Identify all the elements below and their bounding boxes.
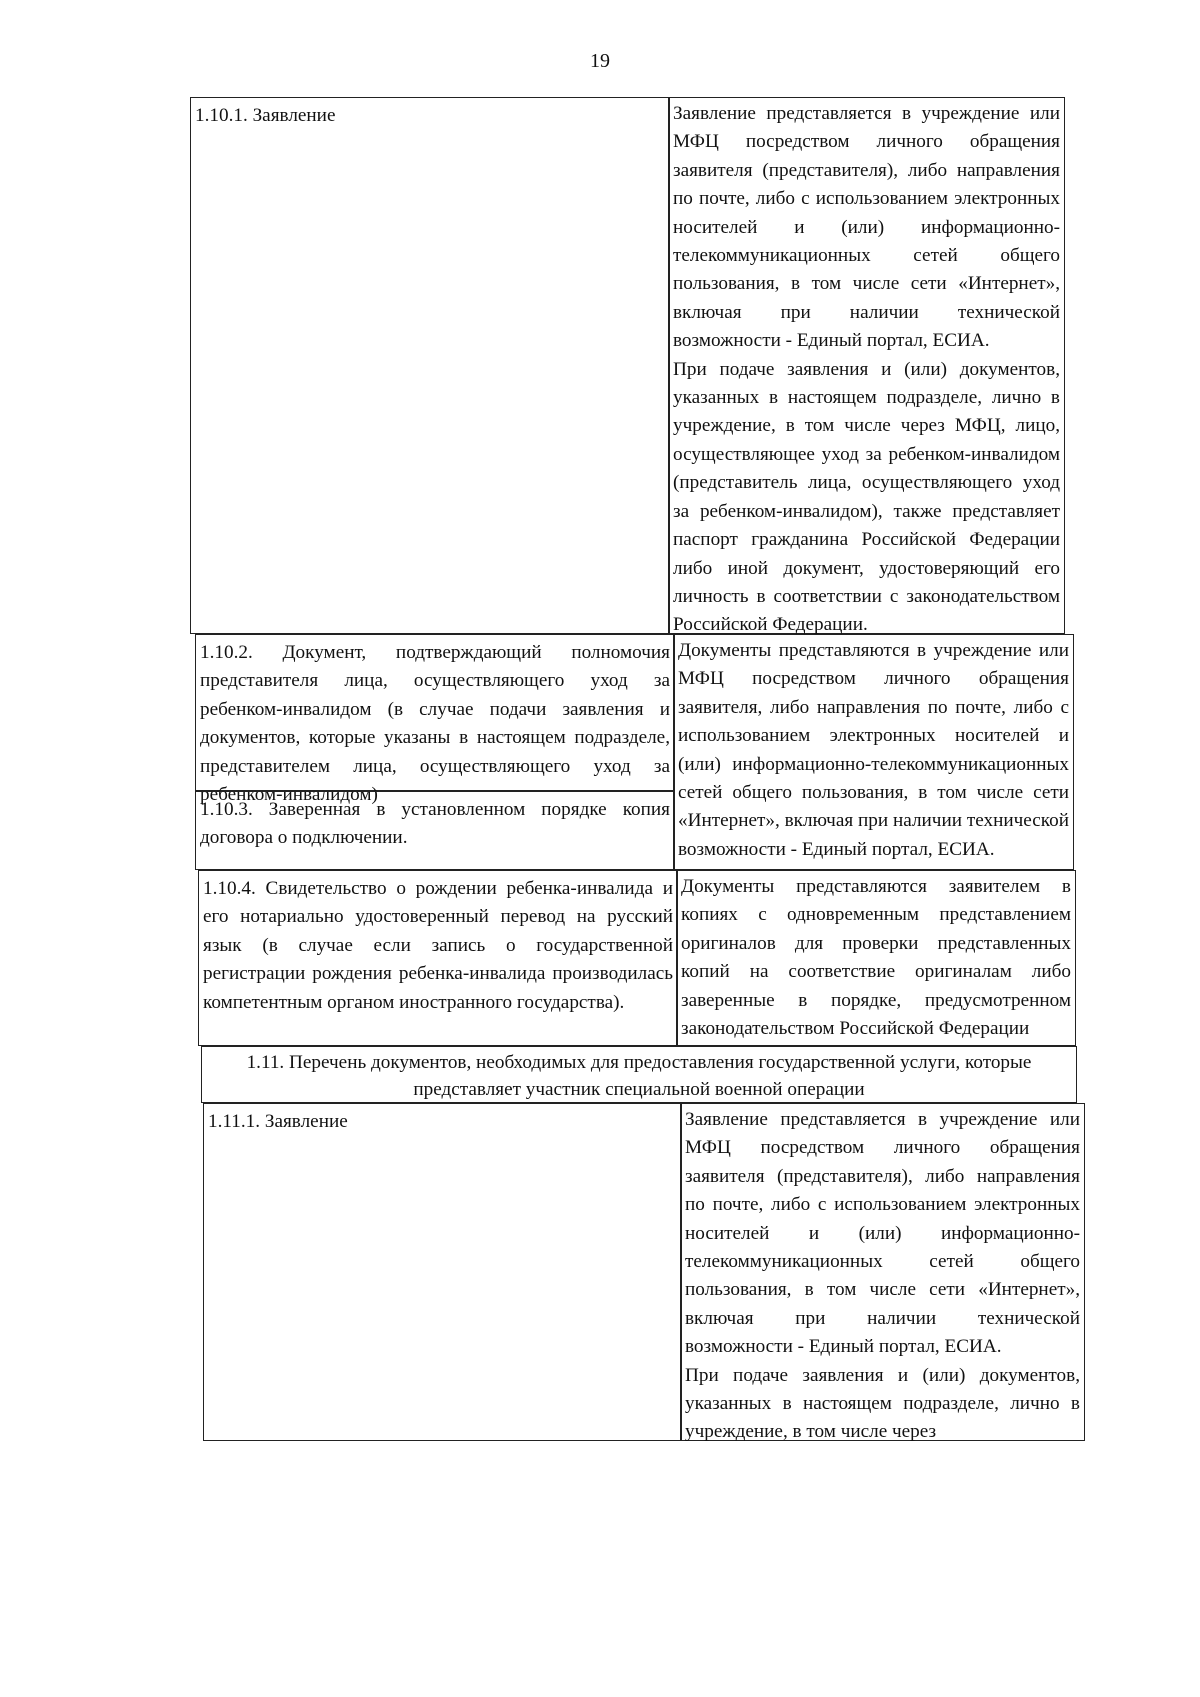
cell-1-10-1-submission — [668, 97, 1065, 634]
cell-1-10-1-document — [190, 97, 670, 634]
submission-text: При подаче заявления и (или) документов, указанных в настоящем подразделе, лично в учреждение, в том числе через — [685, 1364, 1080, 1443]
document-name: 1.10.2. Документ, подтверждающий полномочия представителя лица, осуществляющего уход за ребенком-инвалидом (в случае подачи заявления и документов, которые указаны в настоящем подразделе, представителем лица, осуществляющего уход за ребенком-инвалидом) — [200, 642, 670, 806]
submission-text: Заявление представляется в учреждение или МФЦ посредством личного обращения заявителя (представителя), либо направления по почте, либо с использованием электронных носителей и (или) информационно-телекоммуникационных сетей общего пользования, в том числе сети «Интернет», включая при наличии технической возможности - Единый портал, ЕСИА. — [673, 103, 1060, 352]
cell-1-10-4-document — [198, 870, 678, 1046]
cell-1-11-1-document — [203, 1103, 682, 1441]
section-heading-text: 1.11. Перечень документов, необходимых для предоставления государственной услуги, которые представляет участник специальной военной операции — [246, 1052, 1032, 1100]
document-name: 1.10.1. Заявление — [195, 105, 336, 126]
document-name: 1.11.1. Заявление — [208, 1111, 348, 1132]
submission-text: Документы представляются в учреждение или МФЦ посредством личного обращения заявителя, либо направления по почте, либо с использованием электронных носителей и (или) информационно-телекоммуникационных сетей общего пользования, в том числе сети «Интернет», включая при наличии технической возможности - Единый портал, ЕСИА. — [678, 640, 1069, 860]
cell-1-10-2-document — [195, 634, 675, 806]
submission-text: Заявление представляется в учреждение или МФЦ посредством личного обращения заявителя (представителя), либо направления по почте, либо с использованием электронных носителей и (или) информационно-телекоммуникационных сетей общего пользования, в том числе сети «Интернет», включая при наличии технической возможности - Единый портал, ЕСИА. — [685, 1109, 1080, 1358]
document-name: 1.10.3. Заверенная в установленном порядке копия договора о подключении. — [200, 799, 670, 849]
section-1-11-heading — [201, 1046, 1077, 1103]
submission-text: При подаче заявления и (или) документов, указанных в настоящем подразделе, лично в учреждение, в том числе через МФЦ, лицо, осуществляющее уход за ребенком-инвалидом (представитель лица, осуществляющего уход за ребенком-инвалидом), также представляет паспорт гражданина Российской Федерации либо иной документ, удостоверяющий его личность в соответствии с законодательством Российской Федерации. — [673, 358, 1060, 636]
cell-1-11-1-submission — [680, 1103, 1085, 1441]
submission-text: Документы представляются заявителем в копиях с одновременным представлением оригиналов для проверки представленных копий на соответствие оригиналам либо заверенные в порядке, предусмотренном законодательством Российской Федерации — [681, 876, 1071, 1040]
cell-1-10-4-submission — [676, 870, 1076, 1046]
cell-1-10-2-3-submission — [673, 634, 1074, 870]
document-name: 1.10.4. Свидетельство о рождении ребенка-инвалида и его нотариально удостоверенный перевод на русский язык (в случае если запись о государственной регистрации рождения ребенка-инвалида производилась компетентным органом иностранного государства). — [203, 878, 673, 1013]
page-number: 19 — [590, 50, 610, 72]
cell-1-10-3-document — [195, 791, 675, 870]
